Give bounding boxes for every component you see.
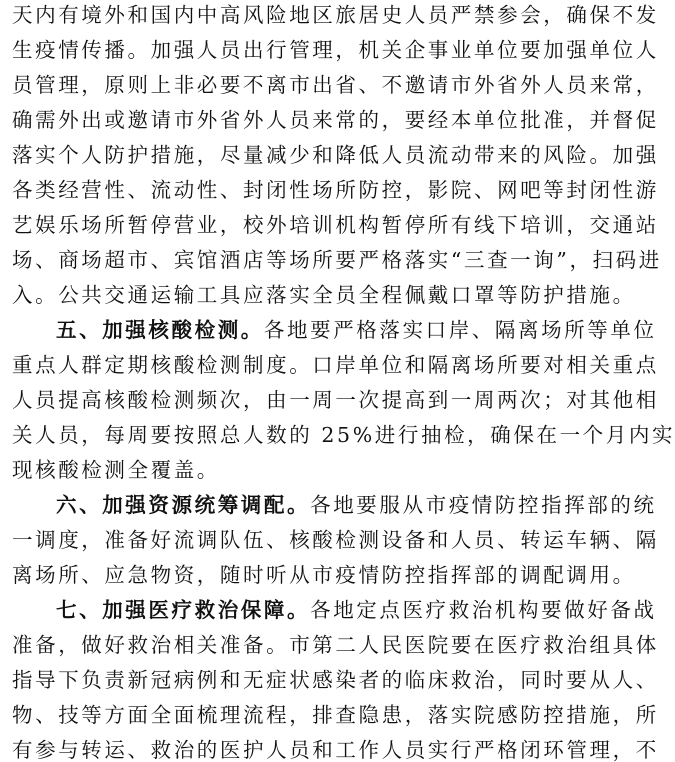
text-line: 关人员，每周要按照总人数的 25%进行抽检，确保在一个月内实 (12, 423, 675, 447)
section-heading: 六、加强资源统筹调配。 (56, 493, 311, 517)
section-text: 各地要服从市疫情防控指挥部的统 (310, 493, 657, 517)
text-line: 天内有境外和国内中高风险地区旅居史人员严禁参会，确保不发 (12, 3, 659, 27)
section-heading: 七、加强医疗救治保障。 (56, 598, 311, 622)
text-line: 艺娱乐场所暂停营业，校外培训机构暂停所有线下培训，交通站 (12, 213, 659, 237)
text-line: 一调度，准备好流调队伍、核酸检测设备和人员、转运车辆、隔 (12, 528, 659, 552)
text-line: 离场所、应急物资，随时听从市疫情防控指挥部的调配调用。 (12, 563, 636, 587)
text-line: 确需外出或邀请市外省外人员来常的，要经本单位批准，并督促 (12, 108, 659, 132)
text-line: 场、商场超市、宾馆酒店等场所要严格落实“三查一询”，扫码进 (12, 248, 662, 272)
section-heading: 五、加强核酸检测。 (56, 318, 264, 342)
section-5-first-line (56, 318, 657, 342)
text-line: 物、技等方面全面梳理流程，排查隐患，落实院感防控措施，所 (12, 703, 659, 727)
text-line: 指导下负责新冠病例和无症状感染者的临床救治，同时要从人、 (12, 668, 659, 692)
section-7-first-line (56, 598, 657, 622)
text-line: 人员提高核酸检测频次，由一周一次提高到一周两次；对其他相 (12, 388, 659, 412)
text-line: 入。公共交通运输工具应落实全员全程佩戴口罩等防护措施。 (12, 283, 636, 307)
text-line: 准备，做好救治相关准备。市第二人民医院要在医疗救治组具体 (12, 633, 659, 657)
text-line: 现核酸检测全覆盖。 (12, 458, 220, 482)
text-line: 生疫情传播。加强人员出行管理，机关企事业单位要加强单位人 (12, 38, 659, 62)
text-line: 有参与转运、救治的医护人员和工作人员实行严格闭环管理，不 (12, 738, 659, 762)
text-line: 各类经营性、流动性、封闭性场所防控，影院、网吧等封闭性游 (12, 178, 659, 202)
section-6-first-line (56, 493, 657, 517)
text-line: 落实个人防护措施，尽量减少和降低人员流动带来的风险。加强 (12, 143, 659, 167)
text-line: 员管理，原则上非必要不离市出省、不邀请市外省外人员来常， (12, 73, 659, 97)
section-text: 各地定点医疗救治机构要做好备战 (310, 598, 657, 622)
text-line: 重点人群定期核酸检测制度。口岸单位和隔离场所要对相关重点 (12, 353, 659, 377)
section-text: 各地要严格落实口岸、隔离场所等单位 (263, 318, 657, 342)
